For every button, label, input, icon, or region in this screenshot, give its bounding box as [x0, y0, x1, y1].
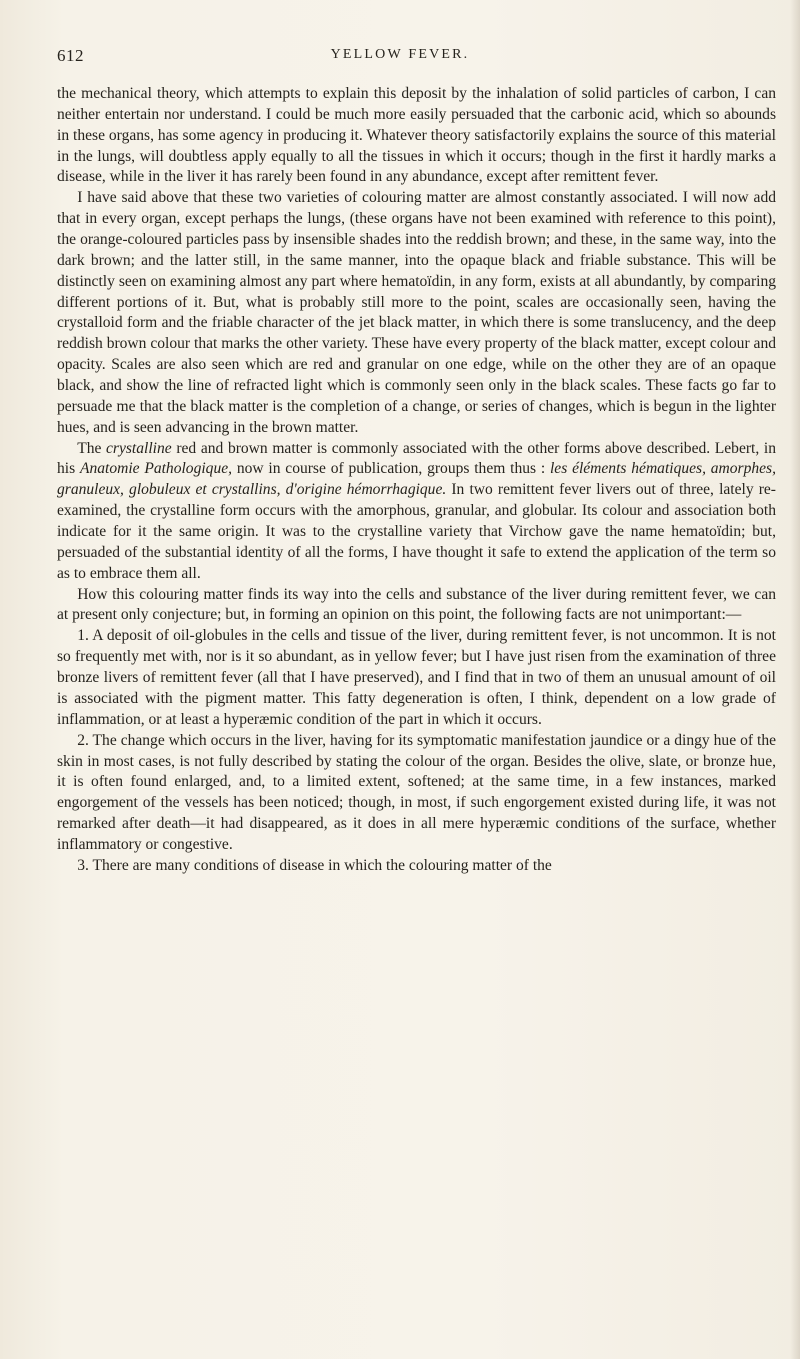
paragraph — [57, 585, 776, 627]
text-run: I have said above that these two varieties of colouring matter are almost constantly associated. I will now add that in every organ, except perhaps the lungs, (these organs have not been examined with reference to this point), the orange-coloured particles pass by insensible shades into the reddish brown; and these, in the same way, into the dark brown; and the latter still, in the same manner, into the opaque black and friable substance. This will be distinctly seen on examining almost any part where hematoïdin, in any form, exists at all abundantly, by comparing different portions of it. But, what is probably still more to the point, scales are occasionally seen, having the crystalloid form and the friable character of the jet black matter, in which there is some translucency, and the deep reddish brown colour that marks the other variety. These have every property of the black matter, except colour and opacity. Scales are also seen which are red and granular on one edge, while on the other they are of an opaque black, and show the line of refracted light which is commonly seen only in the black scales. These facts go far to persuade me that the black matter is the completion of a change, or series of changes, which is begun in the lighter hues, and is seen advancing in the brown matter. — [57, 189, 776, 436]
text-run: now in course of publication, groups them thus : — [232, 460, 550, 478]
page-header — [0, 46, 800, 70]
text-run: In two remittent fever livers out of three, lately re-examined, the crystalline form occurs with the amorphous, granular, and globular. Its colour and association both indicate for it the same origin. It was to the crystalline variety that Virchow gave the name hematoïdin; but, persuaded of the substantial identity of all the forms, I have thought it safe to extend the application of the term so as to embrace them all. — [57, 481, 776, 582]
text-run: The — [77, 439, 107, 457]
page-number: 612 — [57, 46, 84, 65]
italic-text: Anatomie Pathologique, — [79, 460, 233, 478]
paragraph — [57, 731, 776, 856]
body-text — [57, 84, 776, 877]
text-run: red and brown matter is commonly associated with the other forms above described. Lebert, in his — [57, 439, 776, 478]
paragraph — [57, 84, 776, 188]
paragraph — [57, 856, 776, 877]
text-run: How this colouring matter finds its way into the cells and substance of the liver during remittent fever, we can at present only conjecture; but, in forming an opinion on this point, the following facts are not unimportant:— — [57, 585, 776, 624]
paragraph — [57, 626, 776, 730]
paragraph — [57, 439, 776, 585]
text-run: 2. The change which occurs in the liver, having for its symptomatic manifestation jaundice or a dingy hue of the skin in most cases, is not fully described by stating the colour of the organ. Besides the olive, slate, or bronze hue, it is often found enlarged, and, to a limited extent, softened; at the same time, in a few instances, marked engorgement of the vessels has been noticed; though, in most, if such engorgement existed during life, it was not remarked after death—it had disappeared, as it does in all mere hyperæmic conditions of the surface, whether inflammatory or congestive. — [57, 731, 776, 853]
text-run: 1. A deposit of oil-globules in the cells and tissue of the liver, during remittent fever, is not uncommon. It is not so frequently met with, nor is it so abundant, as in yellow fever; but I have just risen from the examination of three bronze livers of remittent fever (all that I have preserved), and I find that in two of them an unusual amount of oil is associated with the pigment matter. This fatty degeneration is often, I think, dependent on a low grade of inflammation, or at least a hyperæmic condition of the part in which it occurs. — [57, 627, 776, 728]
page-edge-shadow — [790, 0, 800, 1359]
text-run: the mechanical theory, which attempts to explain this deposit by the inhalation of solid particles of carbon, I can neither entertain nor understand. I could be much more easily persuaded that the carbonic acid, which so abounds in these organs, has some agency in producing it. Whatever theory satisfactorily explains the source of this material in the lungs, will doubtless apply equally to all the tissues in which it occurs; though in the first it hardly marks a disease, while in the liver it has rarely been found in any abundance, except after remittent fever. — [57, 85, 776, 186]
italic-text: crystalline — [106, 439, 172, 457]
paragraph — [57, 188, 776, 438]
running-head: YELLOW FEVER. — [330, 47, 470, 62]
text-run: 3. There are many conditions of disease in which the colouring matter of the — [77, 856, 552, 874]
italic-text: les éléments hématiques, amorphes, granuleux, globuleux et crystallins, d'origine hémorrhagique. — [57, 460, 776, 499]
